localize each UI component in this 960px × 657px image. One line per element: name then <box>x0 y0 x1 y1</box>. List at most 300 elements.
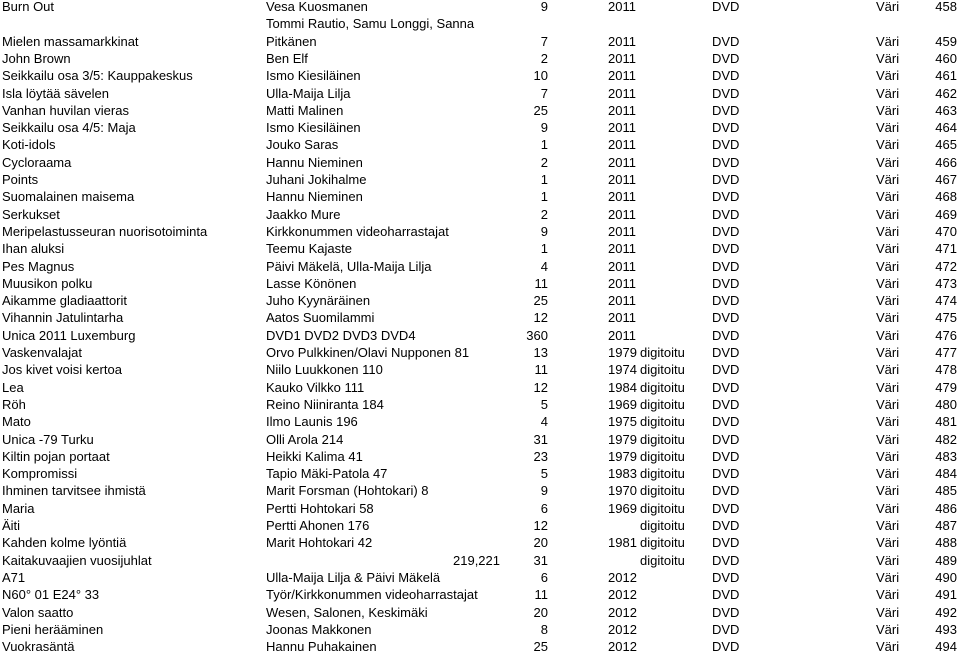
film-director: Juhani Jokihalme <box>266 172 367 187</box>
film-duration: 2 <box>540 50 548 66</box>
film-director: Olli Arola 214 <box>266 431 344 447</box>
film-year: 2012 <box>608 621 637 637</box>
film-format: DVD <box>712 518 740 533</box>
film-title: Kiltin pojan portaat <box>2 448 110 464</box>
film-format: DVD <box>712 500 740 516</box>
film-digitized: digitoitu <box>640 500 685 516</box>
film-digitized: digitoitu <box>640 483 685 499</box>
table-row <box>0 569 960 586</box>
film-number: 470 <box>935 223 957 239</box>
film-director: Hannu Nieminen <box>266 154 363 170</box>
film-duration: 360 <box>526 327 548 343</box>
film-color: Väri <box>876 50 900 66</box>
film-director: Kauko Vilkko 111 <box>266 379 365 395</box>
film-title: A71 <box>2 569 26 585</box>
film-color: Väri <box>876 535 900 551</box>
film-number: 461 <box>935 68 957 84</box>
film-director: Jaakko Mure <box>266 206 341 222</box>
film-year: 1975 <box>608 414 637 430</box>
film-color: Väri <box>876 154 900 170</box>
film-color: Väri <box>876 258 900 274</box>
film-title: N60° 01 E24° 33 <box>2 587 100 603</box>
film-title: Äiti <box>2 518 21 533</box>
film-number: 473 <box>935 275 957 291</box>
table-row <box>0 67 960 84</box>
film-year: 2011 <box>608 137 636 153</box>
film-title: Burn Out <box>2 0 55 14</box>
film-format: DVD <box>712 120 740 136</box>
film-duration: 2 <box>540 206 548 222</box>
film-number: 465 <box>935 137 957 153</box>
table-row <box>0 85 960 102</box>
film-format: DVD <box>712 50 740 66</box>
film-duration: 6 <box>540 569 548 585</box>
film-format: DVD <box>712 172 740 187</box>
film-number: 480 <box>935 396 957 412</box>
film-year: 2012 <box>608 569 637 585</box>
film-duration: 6 <box>540 500 548 516</box>
film-format: DVD <box>712 137 740 153</box>
film-year: 2011 <box>608 258 636 274</box>
film-format: DVD <box>712 587 740 603</box>
film-title: Unica 2011 Luxemburg <box>2 327 136 343</box>
film-director: Marit Hohtokari 42 <box>266 535 373 551</box>
film-format: DVD <box>712 362 740 378</box>
film-director: Vesa Kuosmanen <box>266 0 368 14</box>
film-number: 468 <box>935 189 957 205</box>
table-row <box>0 379 960 396</box>
film-format: DVD <box>712 68 740 84</box>
film-duration: 20 <box>533 604 548 620</box>
film-format: DVD <box>712 206 740 222</box>
film-duration: 1 <box>540 241 548 257</box>
film-color: Väri <box>876 500 900 516</box>
film-color: Väri <box>876 639 900 655</box>
film-duration: 20 <box>533 535 548 551</box>
film-number: 477 <box>935 345 957 360</box>
film-duration: 11 <box>534 275 548 291</box>
film-number: 469 <box>935 206 957 222</box>
film-format: DVD <box>712 154 740 170</box>
table-row <box>0 413 960 430</box>
table-row <box>0 102 960 119</box>
film-title: Unica -79 Turku <box>2 431 94 447</box>
film-number: 484 <box>935 466 957 482</box>
table-row <box>0 15 960 32</box>
film-title: Muusikon polku <box>2 275 93 291</box>
film-year: 2011 <box>608 189 636 205</box>
film-number: 459 <box>935 33 957 49</box>
table-row <box>0 482 960 499</box>
film-title: Ihan aluksi <box>2 241 65 257</box>
film-year: 2011 <box>608 120 636 136</box>
film-title: Aikamme gladiaattorit <box>2 293 127 309</box>
film-director: Tommi Rautio, Samu Longgi, Sanna <box>266 16 475 32</box>
film-number: 490 <box>935 569 957 585</box>
film-title: Points <box>2 172 39 187</box>
film-year: 1974 <box>608 362 637 378</box>
film-director: Ulla-Maija Lilja <box>266 85 351 101</box>
film-year: 2011 <box>608 0 636 14</box>
film-number: 460 <box>935 50 957 66</box>
film-format: DVD <box>712 241 740 257</box>
film-color: Väri <box>876 431 900 447</box>
film-color: Väri <box>876 0 900 14</box>
film-director: Aatos Suomilammi <box>266 310 375 326</box>
table-row <box>0 275 960 292</box>
film-color: Väri <box>876 345 900 360</box>
film-duration: 1 <box>540 172 548 187</box>
film-digitized: digitoitu <box>640 396 685 412</box>
film-director: Jouko Saras <box>266 137 339 153</box>
film-color: Väri <box>876 414 900 430</box>
film-digitized: digitoitu <box>640 466 685 482</box>
film-number: 471 <box>935 241 957 257</box>
film-year: 2011 <box>608 327 636 343</box>
film-director: Orvo Pulkkinen/Olavi Nupponen 81 <box>266 345 470 360</box>
film-director: DVD1 DVD2 DVD3 DVD4 <box>266 327 416 343</box>
film-year: 1969 <box>608 500 637 516</box>
film-year: 2011 <box>608 172 636 187</box>
film-year: 2011 <box>608 50 636 66</box>
film-duration: 11 <box>534 587 548 603</box>
film-year: 1969 <box>608 396 637 412</box>
film-number: 489 <box>935 552 957 568</box>
film-title: Röh <box>2 396 26 412</box>
film-year: 2011 <box>608 223 636 239</box>
film-number: 475 <box>935 310 957 326</box>
film-number: 488 <box>935 535 957 551</box>
film-color: Väri <box>876 604 900 620</box>
film-number: 476 <box>935 327 957 343</box>
film-title: Pieni herääminen <box>2 621 104 637</box>
film-director: Pertti Ahonen 176 <box>266 518 370 533</box>
film-year: 1983 <box>608 466 637 482</box>
film-year: 2011 <box>608 102 636 118</box>
film-title: Kompromissi <box>2 466 78 482</box>
film-title: Mato <box>2 414 31 430</box>
film-digitized: digitoitu <box>640 518 685 533</box>
film-title: Vihannin Jatulintarha <box>2 310 124 326</box>
film-title: Valon saatto <box>2 604 74 620</box>
film-director: Juho Kyynäräinen <box>266 293 371 309</box>
film-digitized: digitoitu <box>640 414 685 430</box>
film-duration: 7 <box>540 33 548 49</box>
film-year: 1984 <box>608 379 637 395</box>
film-duration: 5 <box>540 396 548 412</box>
film-color: Väri <box>876 68 900 84</box>
film-year: 2011 <box>608 33 636 49</box>
film-digitized: digitoitu <box>640 535 685 551</box>
film-number: 466 <box>935 154 957 170</box>
table-row <box>0 327 960 344</box>
film-year: 2011 <box>608 241 636 257</box>
film-format: DVD <box>712 448 740 464</box>
film-format: DVD <box>712 327 740 343</box>
film-director: Ben Elf <box>266 50 308 66</box>
film-color: Väri <box>876 102 900 118</box>
film-format: DVD <box>712 85 740 101</box>
film-format: DVD <box>712 431 740 447</box>
film-duration: 12 <box>533 310 548 326</box>
film-title: Ihminen tarvitsee ihmistä <box>2 483 146 499</box>
film-format: DVD <box>712 33 740 49</box>
film-year: 2011 <box>608 293 636 309</box>
film-format: DVD <box>712 466 740 482</box>
film-duration: 25 <box>533 293 548 309</box>
film-title: Cycloraama <box>2 154 72 170</box>
table-row <box>0 309 960 326</box>
film-title: Kahden kolme lyöntiä <box>2 535 127 551</box>
film-title: Koti-idols <box>2 137 56 153</box>
film-title: Vaskenvalajat <box>2 345 82 360</box>
film-color: Väri <box>876 466 900 482</box>
film-title: John Brown <box>2 50 71 66</box>
film-number: 467 <box>935 172 957 187</box>
film-digitized: digitoitu <box>640 448 685 464</box>
film-title: Mielen massamarkkinat <box>2 33 139 49</box>
film-duration: 5 <box>540 466 548 482</box>
film-year: 2011 <box>608 275 636 291</box>
table-row <box>0 33 960 50</box>
table-row <box>0 534 960 551</box>
film-title: Seikkailu osa 3/5: Kauppakeskus <box>2 68 193 84</box>
table-row <box>0 361 960 378</box>
film-color: Väri <box>876 587 900 603</box>
film-digitized: digitoitu <box>640 379 685 395</box>
film-number: 494 <box>935 639 957 655</box>
table-row <box>0 136 960 153</box>
film-format: DVD <box>712 0 740 14</box>
film-format: DVD <box>712 345 740 360</box>
film-color: Väri <box>876 310 900 326</box>
film-format: DVD <box>712 604 740 620</box>
table-row <box>0 0 960 15</box>
film-digitized: digitoitu <box>640 552 685 568</box>
film-color: Väri <box>876 137 900 153</box>
film-director: Pertti Hohtokari 58 <box>266 500 374 516</box>
film-format: DVD <box>712 414 740 430</box>
film-format: DVD <box>712 569 740 585</box>
film-duration: 1 <box>540 189 548 205</box>
film-format: DVD <box>712 639 740 655</box>
film-color: Väri <box>876 327 900 343</box>
film-digitized: digitoitu <box>640 345 685 360</box>
film-year: 2011 <box>608 85 636 101</box>
film-format: DVD <box>712 189 740 205</box>
table-row <box>0 188 960 205</box>
film-duration: 4 <box>540 258 548 274</box>
film-format: DVD <box>712 396 740 412</box>
film-color: Väri <box>876 275 900 291</box>
film-year: 2012 <box>608 587 637 603</box>
film-number: 474 <box>935 293 957 309</box>
film-director: Hannu Nieminen <box>266 189 363 205</box>
film-color: Väri <box>876 33 900 49</box>
film-director: Matti Malinen <box>266 102 344 118</box>
table-row <box>0 465 960 482</box>
film-title: Seikkailu osa 4/5: Maja <box>2 120 136 136</box>
film-title: Kaitakuvaajien vuosijuhlat <box>2 552 152 568</box>
film-duration: 11 <box>534 362 548 378</box>
film-title: Vanhan huvilan vieras <box>2 102 129 118</box>
film-title: Serkukset <box>2 206 60 222</box>
film-number: 482 <box>935 431 957 447</box>
film-color: Väri <box>876 120 900 136</box>
film-year: 1981 <box>608 535 637 551</box>
film-title: Suomalainen maisema <box>2 189 135 205</box>
film-year: 2012 <box>608 639 637 655</box>
film-color: Väri <box>876 241 900 257</box>
table-row <box>0 223 960 240</box>
table-row <box>0 638 960 655</box>
film-format: DVD <box>712 483 740 499</box>
film-format: DVD <box>712 621 740 637</box>
film-director: Marit Forsman (Hohtokari) 8 <box>266 483 429 499</box>
film-duration: 10 <box>533 68 548 84</box>
film-number: 485 <box>935 483 957 499</box>
film-duration: 9 <box>540 0 548 14</box>
table-row <box>0 500 960 517</box>
table-row <box>0 344 960 361</box>
film-number: 479 <box>935 379 957 395</box>
film-director: Ismo Kiesiläinen <box>266 120 361 136</box>
film-duration: 9 <box>540 483 548 499</box>
film-color: Väri <box>876 362 900 378</box>
table-row <box>0 292 960 309</box>
film-duration: 31 <box>533 552 548 568</box>
table-row <box>0 604 960 621</box>
film-number: 491 <box>935 587 957 603</box>
table-row <box>0 517 960 534</box>
film-color: Väri <box>876 448 900 464</box>
film-format: DVD <box>712 535 740 551</box>
film-format: DVD <box>712 293 740 309</box>
film-color: Väri <box>876 172 900 187</box>
film-duration: 31 <box>533 431 548 447</box>
film-year: 2011 <box>608 154 636 170</box>
table-row <box>0 206 960 223</box>
film-title: Vuokrasäntä <box>2 639 75 655</box>
film-color: Väri <box>876 518 900 533</box>
film-duration: 9 <box>540 223 548 239</box>
table-row <box>0 448 960 465</box>
film-duration: 12 <box>533 518 548 533</box>
table-row <box>0 171 960 188</box>
film-year: 2011 <box>608 206 636 222</box>
film-format: DVD <box>712 223 740 239</box>
film-year: 1970 <box>608 483 637 499</box>
film-color: Väri <box>876 379 900 395</box>
film-color: Väri <box>876 293 900 309</box>
film-color: Väri <box>876 569 900 585</box>
film-extra-ref: 219,221 <box>453 552 500 568</box>
film-duration: 8 <box>540 621 548 637</box>
film-number: 486 <box>935 500 957 516</box>
table-row <box>0 396 960 413</box>
film-number: 492 <box>935 604 957 620</box>
film-number: 487 <box>935 518 957 533</box>
film-number: 493 <box>935 621 957 637</box>
film-format: DVD <box>712 102 740 118</box>
table-row <box>0 258 960 275</box>
film-number: 481 <box>935 414 957 430</box>
film-year: 1979 <box>608 448 637 464</box>
film-year: 1979 <box>608 431 637 447</box>
film-director: Pitkänen <box>266 33 317 49</box>
film-format: DVD <box>712 275 740 291</box>
film-format: DVD <box>712 552 740 568</box>
film-number: 462 <box>935 85 957 101</box>
film-color: Väri <box>876 396 900 412</box>
film-duration: 9 <box>540 120 548 136</box>
film-title: Meripelastusseuran nuorisotoiminta <box>2 223 208 239</box>
film-number: 472 <box>935 258 957 274</box>
film-duration: 25 <box>533 639 548 655</box>
film-director: Heikki Kalima 41 <box>266 448 363 464</box>
table-row <box>0 431 960 448</box>
film-director: Joonas Makkonen <box>266 621 372 637</box>
film-director: Ulla-Maija Lilja & Päivi Mäkelä <box>266 569 441 585</box>
film-director: Päivi Mäkelä, Ulla-Maija Lilja <box>266 258 432 274</box>
film-year: 2011 <box>608 310 636 326</box>
film-duration: 4 <box>540 414 548 430</box>
film-color: Väri <box>876 621 900 637</box>
film-duration: 1 <box>540 137 548 153</box>
film-year: 2012 <box>608 604 637 620</box>
film-number: 483 <box>935 448 957 464</box>
film-digitized: digitoitu <box>640 431 685 447</box>
film-number: 463 <box>935 102 957 118</box>
film-color: Väri <box>876 552 900 568</box>
film-director: Työr/Kirkkonummen videoharrastajat <box>266 587 478 603</box>
film-year: 2011 <box>608 68 636 84</box>
film-number: 464 <box>935 120 957 136</box>
film-duration: 7 <box>540 85 548 101</box>
film-format: DVD <box>712 379 740 395</box>
table-row <box>0 621 960 638</box>
film-duration: 23 <box>533 448 548 464</box>
film-director: Kirkkonummen videoharrastajat <box>266 223 449 239</box>
film-title: Pes Magnus <box>2 258 75 274</box>
film-number: 458 <box>935 0 957 14</box>
film-color: Väri <box>876 189 900 205</box>
film-director: Hannu Puhakainen <box>266 639 377 655</box>
table-row <box>0 50 960 67</box>
film-director: Niilo Luukkonen 110 <box>266 362 383 378</box>
film-title: Isla löytää sävelen <box>2 85 109 101</box>
film-number: 478 <box>935 362 957 378</box>
film-year: 1979 <box>608 345 637 360</box>
table-row <box>0 119 960 136</box>
film-digitized: digitoitu <box>640 362 685 378</box>
film-duration: 25 <box>533 102 548 118</box>
film-duration: 13 <box>533 345 548 360</box>
film-format: DVD <box>712 310 740 326</box>
table-row <box>0 586 960 603</box>
film-director: Tapio Mäki-Patola 47 <box>266 466 388 482</box>
film-director: Ilmo Launis 196 <box>266 414 358 430</box>
film-director: Wesen, Salonen, Keskimäki <box>266 604 428 620</box>
table-row <box>0 240 960 257</box>
table-row <box>0 154 960 171</box>
film-color: Väri <box>876 483 900 499</box>
film-director: Teemu Kajaste <box>266 241 352 257</box>
film-color: Väri <box>876 206 900 222</box>
film-director: Reino Niiniranta 184 <box>266 396 384 412</box>
film-color: Väri <box>876 223 900 239</box>
film-title: Maria <box>2 500 35 516</box>
